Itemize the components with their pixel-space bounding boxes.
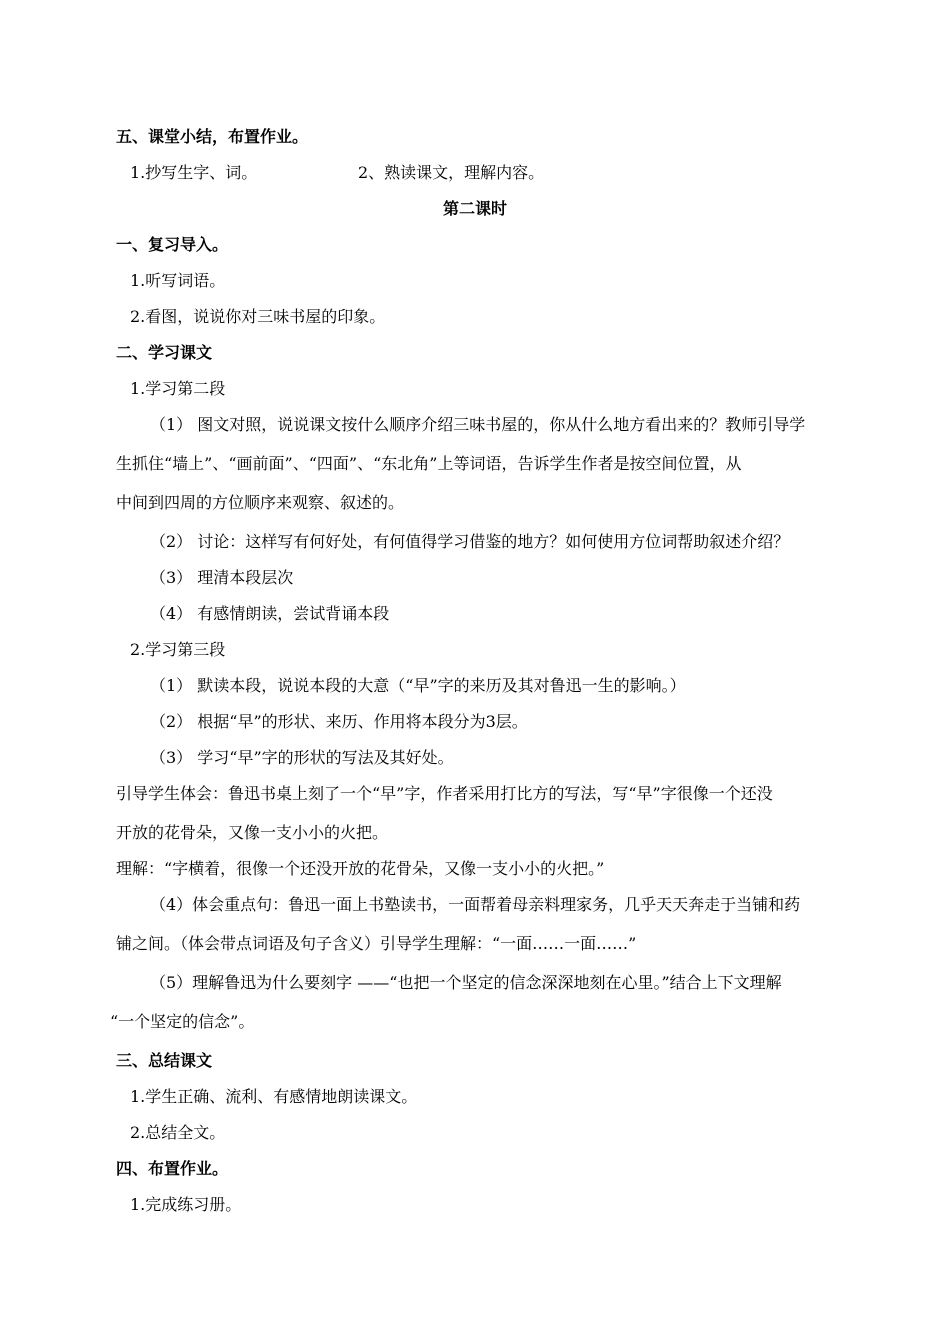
subsection-title: 2.学习第三段	[130, 640, 226, 659]
section-heading: 二、学习课文	[116, 343, 213, 362]
subsection-title: 1.学习第二段	[130, 379, 226, 398]
list-item: 2.总结全文。	[130, 1123, 226, 1142]
paragraph-line: 铺之间。（体会带点词语及句子含义）引导学生理解：“一面……一面……”	[116, 934, 637, 953]
paragraph-line: （1） 图文对照，说说课文按什么顺序介绍三味书屋的，你从什么地方看出来的？教师引导学	[150, 415, 806, 434]
paragraph-line: （2） 根据“早”的形状、来历、作用将本段分为3层。	[150, 712, 528, 731]
paragraph-line: 生抓住“墙上”、“画前面”、“四面”、“东北角”上等词语，告诉学生作者是按空间位置，从	[116, 454, 742, 473]
lesson-title: 第二课时	[442, 199, 507, 218]
section-heading: 三、总结课文	[116, 1051, 213, 1070]
paragraph-line: “一个坚定的信念”。	[110, 1012, 255, 1031]
paragraph-line: （1） 默读本段，说说本段的大意（“早”字的来历及其对鲁迅一生的影响。）	[150, 676, 686, 695]
list-item: 2、熟读课文，理解内容。	[358, 163, 545, 182]
paragraph-line: 理解：“字横着，很像一个还没开放的花骨朵，又像一支小小的火把。”	[116, 859, 605, 878]
paragraph-line: 引导学生体会：鲁迅书桌上刻了一个“早”字，作者采用打比方的写法，写“早”字很像一个还没	[116, 784, 773, 803]
paragraph-line: （4）体会重点句：鲁迅一面上书塾读书，一面帮着母亲料理家务，几乎天天奔走于当铺和药	[150, 895, 801, 914]
paragraph-line: 中间到四周的方位顺序来观察、叙述的。	[116, 493, 405, 512]
list-item: 1.抄写生字、词。	[130, 163, 258, 182]
section-heading: 五、课堂小结，布置作业。	[116, 127, 309, 146]
section-heading: 四、布置作业。	[116, 1159, 229, 1178]
list-item: 2.看图，说说你对三味书屋的印象。	[130, 307, 386, 326]
paragraph-line: 开放的花骨朵，又像一支小小的火把。	[116, 823, 389, 842]
paragraph-line: （3） 学习“早”字的形状的写法及其好处。	[150, 748, 454, 767]
paragraph-line: （4） 有感情朗读，尝试背诵本段	[150, 604, 390, 623]
list-item: 1.完成练习册。	[130, 1195, 242, 1214]
paragraph-line: （3） 理清本段层次	[150, 568, 294, 587]
paragraph-line: （5）理解鲁迅为什么要刻字 ——“也把一个坚定的信念深深地刻在心里。”结合上下文理解	[150, 973, 782, 992]
paragraph-line: （2） 讨论：这样写有何好处，有何值得学习借鉴的地方？如何使用方位词帮助叙述介绍？	[150, 532, 790, 551]
section-heading: 一、复习导入。	[116, 235, 229, 254]
list-item: 1.听写词语。	[130, 271, 226, 290]
list-item: 1.学生正确、流利、有感情地朗读课文。	[130, 1087, 418, 1106]
